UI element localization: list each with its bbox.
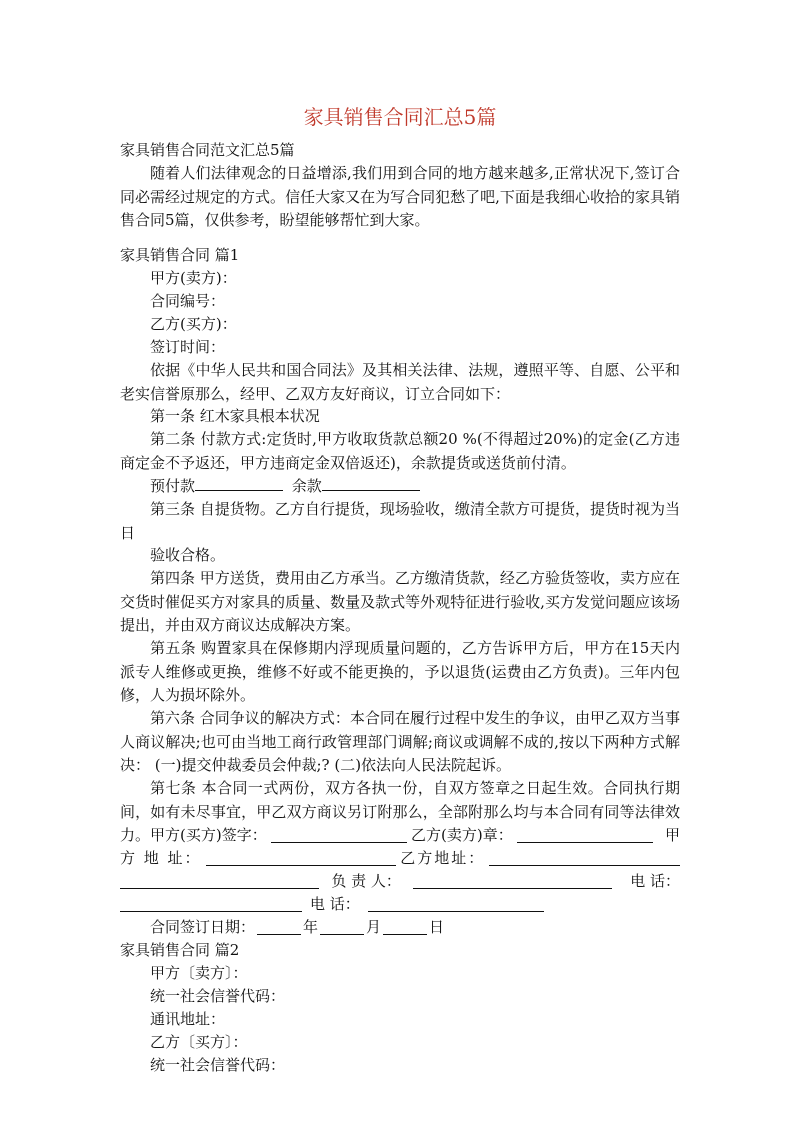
seller-signature-label: 甲方(买方)签字： [150,826,267,844]
party-a-address-blank [206,850,397,866]
buyer-label: 乙方(买方)： [150,315,237,333]
seller-label: 甲方(卖方)： [150,269,237,287]
intro-paragraph: 随着人们法律观念的日益增添,我们用到合同的地方越来越多,正常状况下,签订合同必需经过规定的方式。信任大家又在为写合同犯愁了吧,下面是我细心收拾的家具销售合同5篇，仅供参考，盼望能够帮忙到大家。 [120,164,680,229]
document-subtitle: 家具销售合同范文汇总5篇 [120,141,295,159]
contract2-credit-code-label: 统一社会信誉代码： [150,987,286,1005]
month-blank [320,919,364,935]
year-blank [257,919,301,935]
article-1: 第一条 红木家具根本状况 [150,407,320,425]
signing-date-row [120,916,680,940]
contract2-heading: 家具销售合同 篇2 [120,941,240,959]
contract2-credit-code-label-2: 统一社会信誉代码： [150,1056,286,1074]
party-b-address-blank [489,850,680,866]
responsible-person-label: 负 责 人： [331,872,401,890]
article-7: 第七条 本合同一式两份，双方各执一份，自双方签章之日起生效。合同执行期间，如有未尽事宜，甲乙双方商议另订附那么，全部附那么均与本合同有同等法律效力。 [120,779,680,844]
party-b-address-label: 乙方地址： [400,849,486,867]
article-3-continued: 验收合格。 [150,546,226,564]
article-2: 第二条 付款方式:定货时,甲方收取货款总额20 %(不得超过20%)的定金(乙方违商定金不予返还，甲方违商定金双倍返还)，余款提货或送货前付清。 [120,430,680,472]
prepay-label: 预付款 [150,477,196,495]
phone-label-2: 电 话： [310,895,360,913]
phone-row [120,893,680,917]
phone-leading-blank [120,896,302,912]
address-row [120,847,680,871]
seller-signature-blank [271,827,407,843]
contract2-buyer-label: 乙方〔买方〕： [150,1033,248,1051]
document-title: 家具销售合同汇总5篇 [303,105,497,129]
legal-basis-paragraph: 依据《中华人民共和国合同法》及其相关法律、法规，遵照平等、自愿、公平和老实信誉原那么，经甲、乙双方友好商议，订立合同如下： [120,361,680,403]
prepay-blank [195,475,283,491]
responsible-row [120,870,680,894]
contract-number-label: 合同编号： [150,292,226,310]
phone-label: 电 话： [630,872,681,890]
party-a-label: 甲 [665,826,681,844]
article-3: 第三条 自提货物。乙方自行提货，现场验收，缴清全款方可提货，提货时视为当日 [120,500,680,542]
balance-blank [322,475,420,491]
month-label: 月 [366,918,382,936]
signing-date-label: 合同签订日期： [150,918,256,936]
party-a-address-label: 方 地 址： [120,849,202,867]
year-label: 年 [303,918,319,936]
responsible-leading-blank [120,873,319,889]
signing-time-label: 签订时间： [150,338,226,356]
article-5: 第五条 购置家具在保修期内浮现质量问题的，乙方告诉甲方后，甲方在15天内派专人维修或更换，维修不好或不能更换的，予以退货(运费由乙方负责)。三年内包修，人为损坏除外。 [120,639,680,704]
contract1-heading: 家具销售合同 篇1 [120,246,240,264]
balance-label: 余款 [291,477,322,495]
contract2-seller-label: 甲方〔卖方〕： [150,964,248,982]
payment-line [120,475,680,499]
responsible-person-blank [413,873,612,889]
signature-row [120,824,680,848]
buyer-seal-label: 乙方(卖方)章： [411,826,513,844]
contract2-address-label: 通讯地址： [150,1010,226,1028]
article-4: 第四条 甲方送货，费用由乙方承当。乙方缴清货款，经乙方验货签收，卖方应在交货时催促买方对家具的质量、数量及款式等外观特征进行验收,买方发觉问题应该场提出，并由双方商议达成解决方案。 [120,569,680,634]
day-label: 日 [429,918,445,936]
buyer-seal-blank [517,827,653,843]
article-6: 第六条 合同争议的解决方式：本合同在履行过程中发生的争议，由甲乙双方当事人商议解决;也可由当地工商行政管理部门调解;商议或调解不成的,按以下两种方式解决： (一)提交仲裁委员会仲裁;? (二)依法向人民法院起诉。 [120,709,680,774]
phone-blank [368,896,544,912]
day-blank [383,919,427,935]
